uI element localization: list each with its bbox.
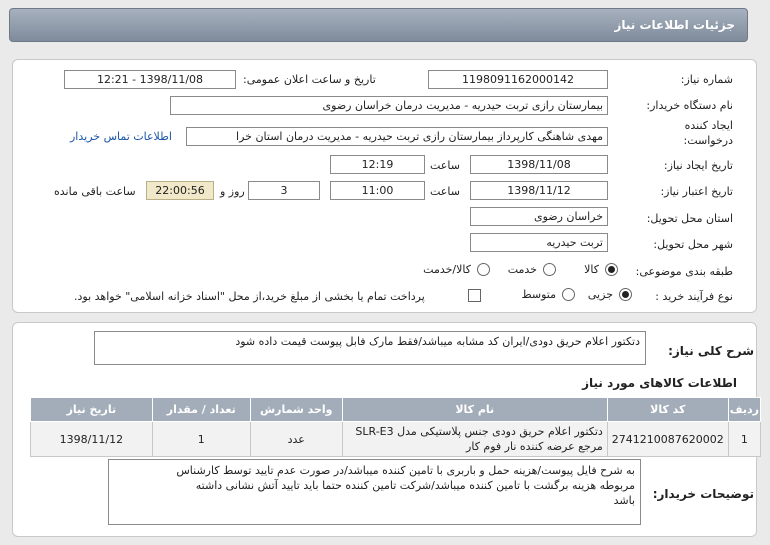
category-goods-service-label: کالا/خدمت bbox=[423, 263, 471, 276]
valid-date-field: 1398/11/12 bbox=[470, 181, 608, 200]
summary-text: دتکتور اعلام حریق دودی/ایران کد مشابه میباشد/فقط مارک فابل پیوست قیمت داده شود bbox=[235, 335, 640, 348]
page-header bbox=[9, 8, 748, 42]
need-number-field: 1198091162000142 bbox=[428, 70, 608, 89]
announce-label: تاریخ و ساعت اعلان عمومی: bbox=[243, 73, 376, 86]
purchase-medium-radio[interactable] bbox=[562, 288, 575, 301]
col-header-qty: تعداد / مقدار bbox=[152, 398, 250, 422]
row-index: 1 bbox=[728, 422, 760, 457]
announce-field: 1398/11/08 - 12:21 bbox=[64, 70, 236, 89]
creator-label-1: ایجاد کننده bbox=[684, 119, 733, 132]
purchase-option-minor[interactable] bbox=[578, 288, 632, 304]
creator-field: مهدی شاهنگی کارپرداز بیمارستان رازی تربت حیدریه - مدیریت درمان استان خرا bbox=[186, 127, 608, 146]
buyer-field: بیمارستان رازی تربت حیدریه - مدیریت درمان خراسان رضوی bbox=[170, 96, 608, 115]
purchase-option-medium[interactable] bbox=[505, 288, 575, 304]
city-label: شهر محل تحویل: bbox=[653, 238, 733, 251]
summary-field bbox=[94, 331, 646, 365]
need-number-label: شماره نیاز: bbox=[680, 73, 733, 86]
valid-time-label: ساعت bbox=[430, 185, 460, 198]
remaining-time-field: 22:00:56 bbox=[146, 181, 214, 200]
category-service-label: خدمت bbox=[507, 263, 537, 276]
notes-label: توضیحات خریدار: bbox=[652, 487, 754, 501]
category-option-goods[interactable] bbox=[578, 263, 618, 279]
notes-line-2: مربوطه هزینه برگشت با تامین کننده میباشد/شرکت تامین کننده حتما باید تایید آتش نشانی داشته bbox=[195, 479, 635, 492]
purchase-medium-label: متوسط bbox=[521, 288, 556, 301]
row-unit: عدد bbox=[250, 422, 342, 457]
days-label: روز و bbox=[220, 185, 245, 198]
col-header-name: نام کالا bbox=[342, 398, 607, 422]
row-qty: 1 bbox=[152, 422, 250, 457]
create-date-label: تاریخ ایجاد نیاز: bbox=[663, 159, 733, 172]
table-row bbox=[31, 422, 761, 457]
create-date-field: 1398/11/08 bbox=[470, 155, 608, 174]
col-header-unit: واحد شمارش bbox=[250, 398, 342, 422]
treasury-payment-text: پرداخت تمام یا بخشی از مبلغ خرید،از محل "اسناد خزانه اسلامی" خواهد بود. bbox=[74, 290, 425, 303]
notes-field bbox=[108, 459, 641, 525]
category-goods-radio[interactable] bbox=[605, 263, 618, 276]
valid-time-field: 11:00 bbox=[330, 181, 425, 200]
items-table-header bbox=[31, 398, 761, 422]
col-header-code: کد کالا bbox=[607, 398, 728, 422]
category-service-radio[interactable] bbox=[543, 263, 556, 276]
row-name bbox=[342, 422, 607, 457]
row-date: 1398/11/12 bbox=[31, 422, 153, 457]
row-name-line-2: مرجع عرضه کننده نار فوم کار bbox=[466, 440, 603, 453]
row-name-line-1: دتکتور اعلام حریق دودی جنس پلاستیکی مدل SLR-E3 bbox=[355, 425, 603, 438]
province-label: استان محل تحویل: bbox=[646, 212, 733, 225]
category-option-goods-service[interactable] bbox=[414, 263, 490, 279]
col-header-date: تاریخ نیاز bbox=[31, 398, 153, 422]
treasury-payment-checkbox[interactable] bbox=[468, 289, 481, 302]
items-title: اطلاعات کالاهای مورد نیاز bbox=[582, 376, 737, 390]
create-time-field: 12:19 bbox=[330, 155, 425, 174]
summary-label: شرح کلی نیاز: bbox=[668, 344, 754, 358]
purchase-minor-radio[interactable] bbox=[619, 288, 632, 301]
notes-line-3: باشد bbox=[613, 494, 635, 507]
category-goods-label: کالا bbox=[584, 263, 599, 276]
category-option-service[interactable] bbox=[500, 263, 556, 279]
buyer-label: نام دستگاه خریدار: bbox=[646, 99, 733, 112]
valid-date-label: تاریخ اعتبار نیاز: bbox=[660, 185, 733, 198]
remaining-label: ساعت باقی مانده bbox=[54, 185, 136, 198]
days-field: 3 bbox=[248, 181, 320, 200]
buyer-contact-link[interactable]: اطلاعات تماس خریدار bbox=[70, 130, 172, 143]
col-header-index: ردیف bbox=[728, 398, 760, 422]
purchase-minor-label: جزیی bbox=[587, 288, 613, 301]
create-time-label: ساعت bbox=[430, 159, 460, 172]
row-code: 2741210087620002 bbox=[607, 422, 728, 457]
city-field: تربت حیدریه bbox=[470, 233, 608, 252]
notes-line-1: به شرح فایل پیوست/هزینه حمل و باربری با تامین کننده میباشد/در صورت عدم تایید توسط کارشناس bbox=[176, 464, 635, 477]
province-field: خراسان رضوی bbox=[470, 207, 608, 226]
category-label: طبقه بندی موضوعی: bbox=[635, 265, 733, 278]
creator-label-2: درخواست: bbox=[683, 134, 733, 147]
category-goods-service-radio[interactable] bbox=[477, 263, 490, 276]
page-title: جزئیات اطلاعات نیاز bbox=[614, 18, 735, 32]
purchase-type-label: نوع فرآیند خرید : bbox=[655, 290, 733, 303]
items-table bbox=[30, 397, 761, 457]
